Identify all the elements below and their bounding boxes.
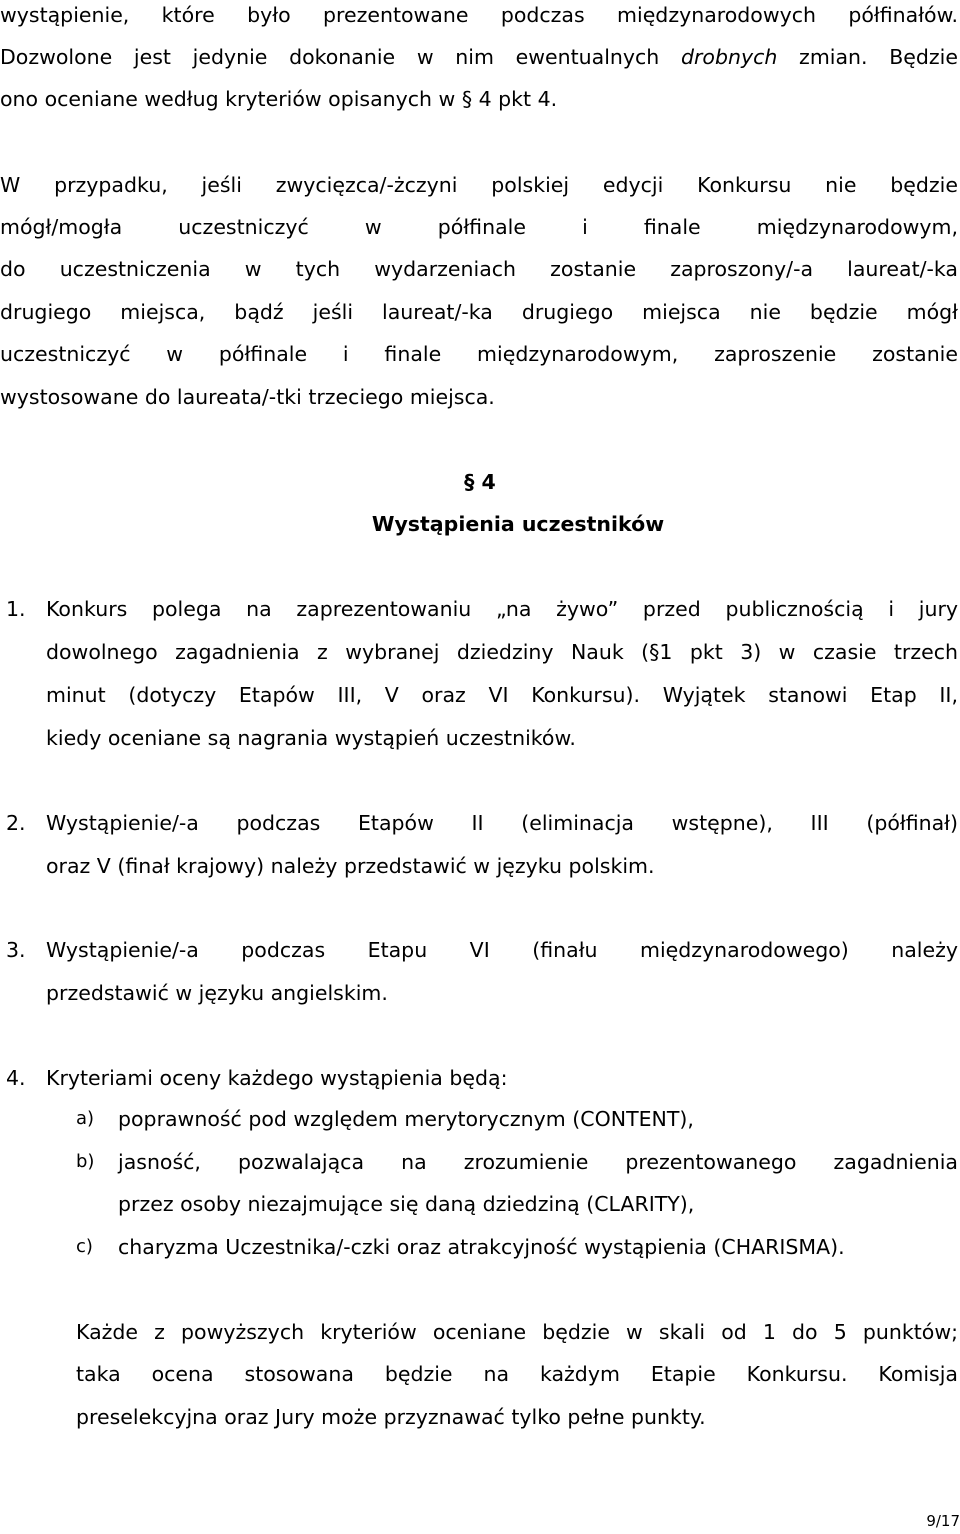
text-line: minut (dotyczy Etapów III, V oraz VI Konkursu). Wyjątek stanowi Etap II, [46, 683, 958, 707]
text-line: preselekcyjna oraz Jury może przyznawać tylko pełne punkty. [76, 1405, 706, 1429]
text-line: wystąpienie, które było prezentowane podczas międzynarodowych półfinałów. [0, 3, 958, 27]
list-item-number: 1. [6, 597, 26, 621]
text-line: ono oceniane według kryteriów opisanych w § 4 pkt 4. [0, 87, 558, 111]
text-line: Każde z powyższych kryteriów oceniane będzie w skali od 1 do 5 punktów; [76, 1320, 958, 1344]
list-item-number: 2. [6, 811, 26, 835]
criterion-text: charyzma Uczestnika/-czki oraz atrakcyjność wystąpienia (CHARISMA). [118, 1235, 845, 1259]
text-line: W przypadku, jeśli zwycięzca/-żczyni polskiej edycji Konkursu nie będzie [0, 173, 958, 197]
text-line: wystosowane do laureata/-tki trzeciego miejsca. [0, 385, 495, 409]
text-line: Wystąpienie/-a podczas Etapów II (eliminacja wstępne), III (półfinał) [46, 811, 958, 835]
text-line: Konkurs polega na zaprezentowaniu „na żywo” przed publicznością i jury [46, 597, 958, 621]
criterion-label: b) [76, 1151, 95, 1172]
text-line: taka ocena stosowana będzie na każdym Etapie Konkursu. Komisja [76, 1362, 958, 1386]
criterion-label: c) [76, 1236, 93, 1257]
text-line: Wystąpienie/-a podczas Etapu VI (finału międzynarodowego) należy [46, 938, 958, 962]
criterion-text: przez osoby niezajmujące się daną dziedziną (CLARITY), [118, 1192, 695, 1216]
page-number: 9/17 [926, 1512, 960, 1530]
text-line: oraz V (finał krajowy) należy przedstawić w języku polskim. [46, 854, 655, 878]
list-item-number: 3. [6, 938, 26, 962]
criterion-text: jasność, pozwalająca na zrozumienie prezentowanego zagadnienia [118, 1150, 958, 1174]
text-line: do uczestniczenia w tych wydarzeniach zostanie zaproszony/-a laureat/-ka [0, 257, 958, 281]
criterion-label: a) [76, 1108, 95, 1129]
text-line: uczestniczyć w półfinale i finale międzynarodowym, zaproszenie zostanie [0, 342, 958, 366]
text-line: mógł/mogła uczestniczyć w półfinale i finale międzynarodowym, [0, 215, 958, 239]
text-line: dowolnego zagadnienia z wybranej dziedziny Nauk (§1 pkt 3) w czasie trzech [46, 640, 958, 664]
text-line: kiedy oceniane są nagrania wystąpień uczestników. [46, 726, 576, 750]
text-line: Dozwolone jest jedynie dokonanie w nim ewentualnych drobnych zmian. Będzie [0, 45, 958, 69]
text-line: Kryteriami oceny każdego wystąpienia będą: [46, 1066, 508, 1090]
text-line: drugiego miejsca, bądź jeśli laureat/-ka drugiego miejsca nie będzie mógł [0, 300, 958, 324]
section-title: Wystąpienia uczestników [371, 512, 665, 536]
section-number: § 4 [464, 470, 496, 494]
text-line: przedstawić w języku angielskim. [46, 981, 388, 1005]
list-item-number: 4. [6, 1066, 26, 1090]
criterion-text: poprawność pod względem merytorycznym (CONTENT), [118, 1107, 694, 1131]
